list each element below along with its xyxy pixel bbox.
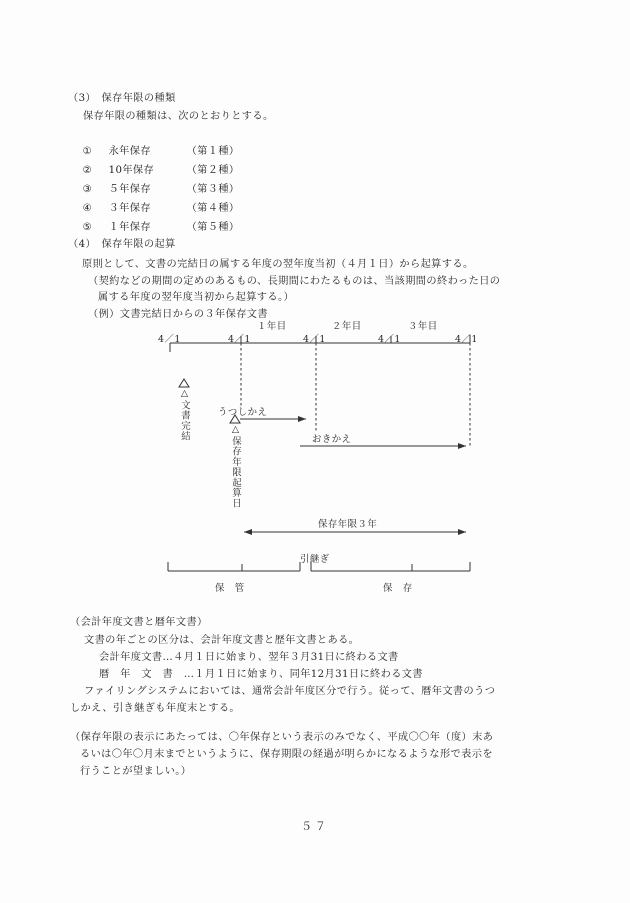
list-item-mark: ③: [82, 184, 93, 195]
section-4-paragraph: 属する年度の翌年度当初から起算する。）: [98, 292, 295, 303]
list-item-kind: （第５種）: [186, 222, 240, 233]
section-4-example-caption: （例）文書完結日からの３年保存文書: [88, 309, 268, 320]
note-line: るいは〇年〇月末までというように、保存期限の経過が明らかになるような形で表示を: [80, 749, 493, 760]
list-item-kind: （第２種）: [186, 165, 240, 176]
section-3-intro: 保存年限の種類は、次のとおりとする。: [83, 111, 274, 122]
retention-arrowhead-left: [244, 529, 252, 535]
section-4-paragraph: （契約などの期間の定めのあるもの、長期間にわたるものは、当該期間の終わった日の: [88, 276, 501, 287]
list-item-mark: ⑤: [82, 222, 93, 233]
doc-complete-vertical-label: [179, 388, 190, 442]
date-tick-label: 4／1: [228, 334, 251, 345]
list-item-kind: （第１種）: [186, 146, 240, 157]
page-number: ５７: [301, 820, 329, 833]
year-label-1: １年目: [257, 321, 287, 332]
fiscal-line: 文書の年ごとの区分は、会計年度文書と歴年文書とある。: [84, 635, 360, 646]
date-tick-label: 4／1: [158, 334, 181, 345]
fiscal-line: しかえ、引き継ぎも年度末とする。: [70, 703, 241, 714]
section-4-heading: （4） 保存年限の起算: [68, 239, 176, 250]
utsushikae-arrowhead: [298, 416, 306, 422]
doc-complete-text: △文書完結: [179, 388, 190, 442]
list-item-kind: （第４種）: [186, 203, 240, 214]
retention-arrowhead-right: [458, 529, 466, 535]
list-item-kind: （第３種）: [186, 184, 240, 195]
list-item-term: 永年保存: [108, 146, 151, 157]
fiscal-heading: （会計年度文書と暦年文書）: [70, 617, 208, 628]
year-label-3: ３年目: [408, 321, 438, 332]
list-item-term: 10年保存: [108, 165, 155, 176]
retention-period-label: 保存年限３年: [318, 519, 378, 530]
okikae-arrowhead: [458, 443, 466, 449]
handover-label: 引継ぎ: [300, 554, 330, 565]
okikae-label: おきかえ: [312, 434, 352, 445]
date-tick-label: 4／1: [378, 334, 401, 345]
section-3-heading: （3） 保存年限の種類: [68, 93, 176, 104]
preservation-label: 保 存: [383, 583, 413, 594]
doc-complete-triangle-marker: [179, 379, 189, 387]
fiscal-line: 暦 年 文 書 …１月１日に始まり、同年12月31日に終わる文書: [99, 669, 423, 680]
retention-start-text: △保存年限起算日: [230, 424, 241, 509]
fiscal-line: 会計年度文書…４月１日に始まり、翌年３月31日に終わる文書: [99, 652, 399, 663]
list-item-mark: ④: [82, 203, 93, 214]
note-line: 行うことが望ましい。）: [80, 766, 192, 777]
retention-start-vertical-label: [230, 424, 241, 509]
list-item-term: １年保存: [108, 222, 151, 233]
utsushikae-label: うつしかえ: [218, 407, 268, 418]
list-item-mark: ①: [82, 146, 93, 157]
note-line: （保存年限の表示にあたっては、〇年保存という表示のみでなく、平成〇〇年（度）末あ: [70, 732, 494, 743]
list-item-term: ５年保存: [108, 184, 151, 195]
list-item-mark: ②: [82, 165, 93, 176]
section-4-paragraph: 原則として、文書の完結日の属する年度の翌年度当初（４月１日）から起算する。: [82, 259, 474, 270]
date-tick-label: 4／1: [455, 334, 478, 345]
year-label-2: ２年目: [332, 321, 362, 332]
date-tick-label: 4／1: [303, 334, 326, 345]
list-item-term: ３年保存: [108, 203, 151, 214]
storage-label: 保 管: [215, 583, 245, 594]
fiscal-line: ファイリングシステムにおいては、通常会計年度区分で行う。従って、暦年文書のうつ: [84, 686, 496, 697]
